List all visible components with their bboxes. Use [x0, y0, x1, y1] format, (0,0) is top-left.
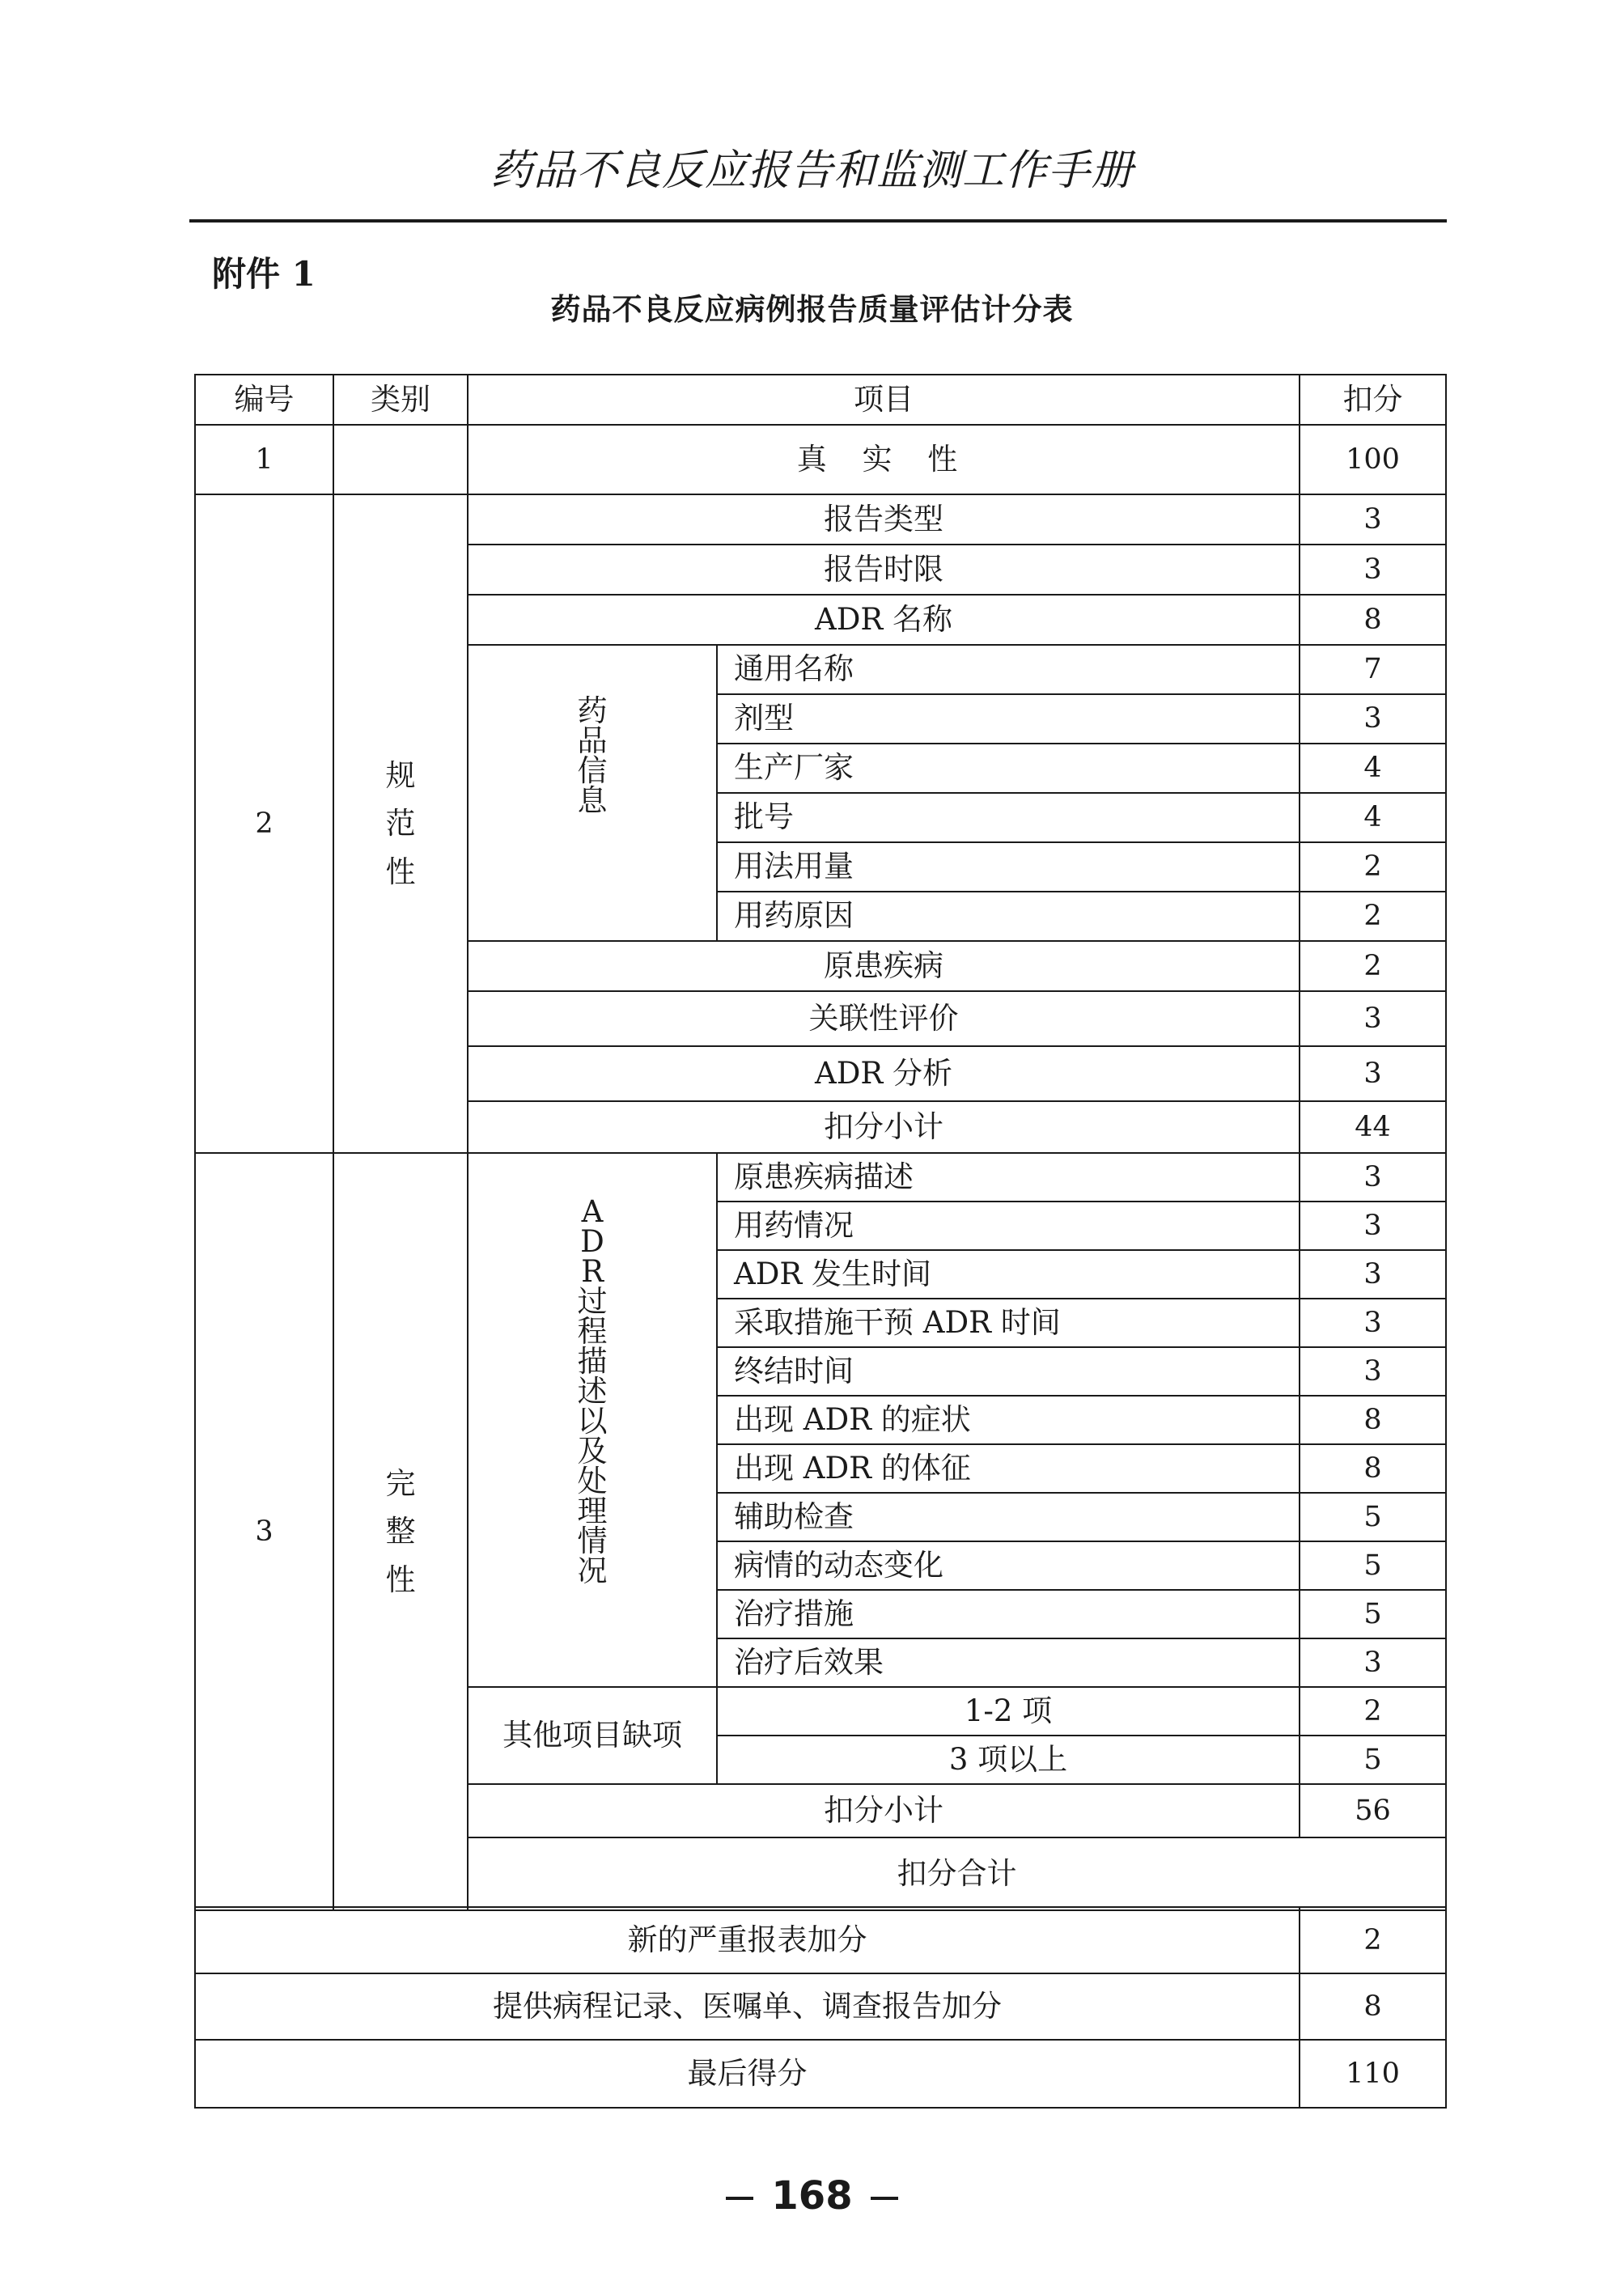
drug-info-group: 药品信息: [468, 645, 717, 941]
deduct-value: 4: [1300, 793, 1446, 842]
bonus-row: [195, 1973, 1446, 2040]
item-label: 3 项以上: [717, 1736, 1300, 1784]
page-number: [0, 2173, 1624, 2219]
subtotal-label: 扣分小计: [468, 1101, 1300, 1153]
item-label: 用法用量: [717, 842, 1300, 892]
deduct-value: 3: [1300, 991, 1446, 1046]
deduct-value: 2: [1300, 842, 1446, 892]
item-label: 原患疾病描述: [717, 1153, 1300, 1202]
item-label: 报告类型: [468, 494, 1300, 545]
item-label: ADR 分析: [468, 1046, 1300, 1101]
item-label: 生产厂家: [717, 744, 1300, 793]
item-label: ADR 名称: [468, 595, 1300, 645]
category-standard: 规范性: [333, 494, 468, 1153]
deduct-value: 3: [1300, 494, 1446, 545]
table-row: [195, 494, 1446, 545]
item-label: 辅助检查: [717, 1493, 1300, 1541]
item-label: 报告时限: [468, 545, 1300, 595]
item-label: 治疗措施: [717, 1590, 1300, 1638]
item-label: 用药情况: [717, 1202, 1300, 1250]
header-category: 类别: [333, 375, 468, 425]
deduct-value: 8: [1300, 595, 1446, 645]
item-label: 终结时间: [717, 1347, 1300, 1396]
bonus-value: 2: [1300, 1907, 1446, 1973]
total-label: 扣分合计: [468, 1837, 1446, 1910]
header-rule: [189, 219, 1447, 223]
missing-group: 其他项目缺项: [468, 1687, 717, 1784]
running-head: 药品不良反应报告和监测工作手册: [490, 146, 1134, 195]
item-label: ADR 发生时间: [717, 1250, 1300, 1299]
annex-label: 附件 1: [212, 254, 316, 294]
item-label: 出现 ADR 的体征: [717, 1444, 1300, 1493]
final-row: [195, 2040, 1446, 2108]
row-no: 3: [195, 1153, 333, 1910]
row-no: 2: [195, 494, 333, 1153]
header-no: 编号: [195, 375, 333, 425]
item-label: 原患疾病: [468, 941, 1300, 991]
item-label: 用药原因: [717, 892, 1300, 941]
subtotal-label: 扣分小计: [468, 1784, 1300, 1837]
bonus-label: 新的严重报表加分: [195, 1907, 1300, 1973]
item-label: 通用名称: [717, 645, 1300, 694]
deduct-value: 2: [1300, 1687, 1446, 1736]
deduct-value: 2: [1300, 941, 1446, 991]
deduct-value: 3: [1300, 1638, 1446, 1687]
item-label: 剂型: [717, 694, 1300, 744]
subtotal-value: 56: [1300, 1784, 1446, 1837]
bonus-row: [195, 1907, 1446, 1973]
bonus-table: [194, 1906, 1447, 2109]
deduct-value: 5: [1300, 1493, 1446, 1541]
deduct-value: 8: [1300, 1396, 1446, 1444]
process-group: ADR过程描述以及处理情况: [468, 1153, 717, 1687]
item-label: 1-2 项: [717, 1687, 1300, 1736]
item-label: 治疗后效果: [717, 1638, 1300, 1687]
item-label: 采取措施干预 ADR 时间: [717, 1299, 1300, 1347]
truth-row: [195, 425, 1446, 494]
page-number-value: 168: [771, 2173, 853, 2219]
deduct-value: 3: [1300, 1347, 1446, 1396]
deduct-value: 3: [1300, 545, 1446, 595]
dash-right: [871, 2197, 898, 2200]
table-row: [195, 1153, 1446, 1202]
category-empty: [333, 425, 468, 494]
final-label: 最后得分: [195, 2040, 1300, 2108]
bonus-label: 提供病程记录、医嘱单、调查报告加分: [195, 1973, 1300, 2040]
deduct-value: 5: [1300, 1736, 1446, 1784]
row-no: 1: [195, 425, 333, 494]
deduct-value: 3: [1300, 1046, 1446, 1101]
bonus-value: 8: [1300, 1973, 1446, 2040]
truth-deduct: 100: [1300, 425, 1446, 494]
deduct-value: 3: [1300, 1202, 1446, 1250]
header-deduct: 扣分: [1300, 375, 1446, 425]
deduct-value: 5: [1300, 1590, 1446, 1638]
deduct-value: 8: [1300, 1444, 1446, 1493]
deduct-value: 4: [1300, 744, 1446, 793]
deduct-value: 3: [1300, 1250, 1446, 1299]
deduct-value: 3: [1300, 1153, 1446, 1202]
subtotal-value: 44: [1300, 1101, 1446, 1153]
score-table: [194, 374, 1447, 1911]
dash-left: [726, 2197, 753, 2200]
table-title: 药品不良反应病例报告质量评估计分表: [550, 291, 1074, 327]
deduct-value: 3: [1300, 1299, 1446, 1347]
header-row: [195, 375, 1446, 425]
deduct-value: 2: [1300, 892, 1446, 941]
category-complete: 完整性: [333, 1153, 468, 1910]
item-label: 出现 ADR 的症状: [717, 1396, 1300, 1444]
item-label: 关联性评价: [468, 991, 1300, 1046]
item-label: 批号: [717, 793, 1300, 842]
deduct-value: 7: [1300, 645, 1446, 694]
item-label: 病情的动态变化: [717, 1541, 1300, 1590]
deduct-value: 5: [1300, 1541, 1446, 1590]
header-item: 项目: [468, 375, 1300, 425]
truth-item: 真 实 性: [468, 425, 1300, 494]
final-value: 110: [1300, 2040, 1446, 2108]
deduct-value: 3: [1300, 694, 1446, 744]
